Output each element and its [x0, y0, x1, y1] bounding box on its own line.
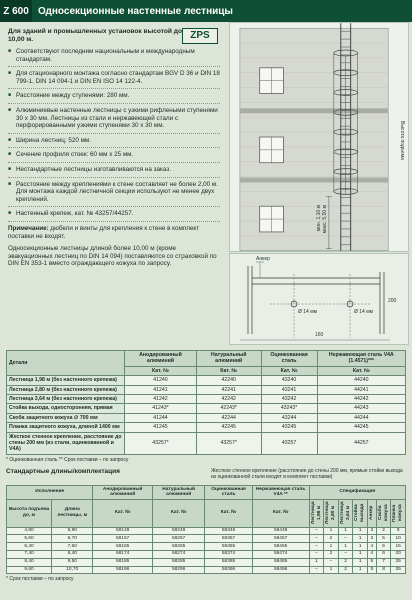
note-label: Примечание:	[8, 224, 49, 232]
cell: –	[309, 543, 324, 551]
row-name: Жесткое стенное крепление, расстояние до стены 200 мм (из стали, оцинкованной и V4A)	[7, 432, 125, 454]
cell: 43242	[261, 395, 317, 404]
table-row	[7, 395, 406, 404]
cell: 44242	[317, 395, 405, 404]
cell: 58248	[152, 527, 205, 535]
note-text: дюбели и винты для крепления к стене в комплект поставки не входят.	[8, 224, 200, 240]
cell: 58496	[252, 566, 309, 574]
cell: 5,90	[52, 527, 93, 535]
cell: 1	[324, 527, 339, 535]
cell: 41245	[125, 423, 197, 432]
cell: 58265	[152, 543, 205, 551]
cell: 5,60	[7, 535, 52, 543]
cell: 58348	[205, 527, 252, 535]
cell: 58296	[152, 566, 205, 574]
cell: –	[338, 535, 353, 543]
cell: –	[324, 558, 339, 566]
spec-col-header: Лестница 1,98 м	[309, 499, 324, 527]
cell: 58385	[205, 558, 252, 566]
cell: 2	[324, 535, 339, 543]
cell: 5	[376, 535, 391, 543]
cell: 42240	[196, 376, 261, 385]
catno-header: Кат. №	[93, 499, 152, 527]
cell: 15	[391, 543, 406, 551]
feature-item: ■ Расстояние между ступенями: 280 мм.	[8, 92, 220, 104]
col-header: Натуральный алюминий	[196, 351, 261, 367]
cell: 6,40	[7, 543, 52, 551]
cell: 58185	[93, 558, 152, 566]
cell: 41242	[125, 395, 197, 404]
cell: 7,60	[52, 543, 93, 551]
feature-list	[8, 48, 220, 222]
cell: 5	[367, 566, 376, 574]
spec-col-header: Лестница 2,80 м	[324, 499, 339, 527]
cell: 6,70	[52, 535, 93, 543]
lead-text: Для зданий и промышленных установок высотой до 10,00 м.	[8, 28, 183, 43]
cell: 3	[367, 527, 376, 535]
standard-footnote: * Срок поставки – по запросу	[6, 576, 74, 583]
cell: 44245	[317, 423, 405, 432]
cell: 58196	[93, 566, 152, 574]
catno-header: Кат. №	[252, 499, 309, 527]
cell: 58285	[152, 558, 205, 566]
extra-paragraph: Односекционные лестницы длиной более 10,00 м (кроме эвакуационных лестниц по DIN 14 094) поставляются со страховкой по DIN EN 353-1 вместо ограждающего кожуха по запросу.	[8, 245, 217, 268]
cell: 42241	[196, 385, 261, 394]
catno-header: Кат. №	[152, 499, 205, 527]
cell: 4,80	[7, 527, 52, 535]
cell: 42243*	[196, 404, 261, 413]
cell: 58257	[152, 535, 205, 543]
cell: 43245	[261, 423, 317, 432]
cell: 4	[367, 550, 376, 558]
cell: –	[309, 535, 324, 543]
cell: 43241	[261, 385, 317, 394]
row-name: Планка защитного кожуха, длиной 1400 мм	[7, 423, 125, 432]
material-header: Анодированный алюминий	[93, 486, 152, 500]
cell: 1	[324, 543, 339, 551]
cell: 2	[338, 566, 353, 574]
cell: 58165	[93, 543, 152, 551]
cell: 58448	[252, 527, 309, 535]
cell: 44240	[317, 376, 405, 385]
cell: 58148	[93, 527, 152, 535]
catno-header: Кат. №	[196, 366, 261, 375]
cell: 2	[324, 550, 339, 558]
cell: 44243	[317, 404, 405, 413]
cell: 2	[338, 558, 353, 566]
catno-header: Кат. №	[261, 366, 317, 375]
cell: –	[309, 566, 324, 574]
cell: 58374	[205, 550, 252, 558]
cell: 7	[376, 558, 391, 566]
cell: 44257	[317, 432, 405, 454]
feature-item: ■ Расстояние между креплениями к стене составляет не более 2,00 м. Для монтажа каждой лестничной секции используют не менее двух креплений.	[8, 181, 220, 208]
height-header: Высота подъема до, м	[7, 499, 52, 527]
height-dim: 200	[388, 298, 397, 304]
spec-header: Спецификация	[309, 486, 405, 500]
cell: 58465	[252, 543, 309, 551]
cell: 58457	[252, 535, 309, 543]
table-row	[7, 550, 406, 558]
table-row	[7, 423, 406, 432]
cell: 58396	[205, 566, 252, 574]
catalog-code: Z 600	[0, 0, 32, 22]
ladder-illustration	[229, 22, 409, 252]
spec-col-header: Анкер	[367, 499, 376, 527]
details-table	[6, 350, 406, 455]
cell: 58174	[93, 550, 152, 558]
cell: 9,60	[7, 566, 52, 574]
table-row	[7, 566, 406, 574]
cell: –	[338, 550, 353, 558]
cell: 43257*	[196, 432, 261, 454]
feature-item: ■ Сечение профиля стоек: 60 мм х 25 мм.	[8, 151, 220, 163]
cell: 2	[376, 527, 391, 535]
cell: 43257	[261, 432, 317, 454]
cell: 42242	[196, 395, 261, 404]
cell: 8,40	[52, 550, 93, 558]
cell: 58365	[205, 543, 252, 551]
row-name: Скоба защитного кожуха ∅ 700 мм	[7, 413, 125, 422]
material-header: Нержавеющая сталь V4A **	[252, 486, 309, 500]
spacing-dim: 160	[315, 332, 324, 338]
cell: 41244	[125, 413, 197, 422]
ladder-dim-label: макс. 5,50 м	[322, 205, 328, 234]
standard-table	[6, 485, 406, 574]
cell: 3	[367, 535, 376, 543]
cell: 58157	[93, 535, 152, 543]
cell: 1	[353, 527, 368, 535]
hole-dim-1: Ø 14 мм	[298, 309, 318, 315]
cell: 58357	[205, 535, 252, 543]
cell: 4	[367, 543, 376, 551]
page-title: Односекционные настенные лестницы	[38, 5, 233, 17]
feature-item: ■ Соответствуют последним национальным и международным стандартам.	[8, 48, 220, 67]
table-row	[7, 558, 406, 566]
table-row	[7, 413, 406, 422]
catno-header: Кат. №	[125, 366, 197, 375]
cell: 10	[391, 535, 406, 543]
cell: 44241	[317, 385, 405, 394]
standard-title: Стандартные длины/комплектация	[6, 468, 120, 475]
cell: 5	[367, 558, 376, 566]
table-row	[7, 527, 406, 535]
table-row	[7, 385, 406, 394]
table-row	[7, 404, 406, 413]
standard-side-note: Жесткое стенное крепление (расстояние до стены 200 мм, прямые стойки выхода из оцинкованной стали входят в комплект поставки)	[211, 468, 403, 480]
cell: 8	[376, 566, 391, 574]
description-column	[0, 22, 226, 347]
cell: 6	[376, 550, 391, 558]
catno-header: Кат. №	[317, 366, 405, 375]
cell: 41240	[125, 376, 197, 385]
page-header	[0, 0, 412, 22]
table-row	[7, 432, 406, 454]
cell: –	[309, 527, 324, 535]
material-header: Натуральный алюминий	[152, 486, 205, 500]
cell: 42245	[196, 423, 261, 432]
anchor-drawing	[229, 253, 409, 345]
cell: 1	[338, 527, 353, 535]
spec-col-header: Планка кожуха	[391, 499, 406, 527]
details-table-block	[6, 350, 406, 463]
col-header: Оцинкованная сталь	[261, 351, 317, 367]
cell: 1	[353, 543, 368, 551]
catno-header: Кат. №	[205, 499, 252, 527]
ladder-dim-label-min: мин. 1,10 м	[316, 205, 322, 232]
spec-col-header: Лестница 3,64 м	[338, 499, 353, 527]
climb-height-label: Высота подъема	[399, 121, 405, 160]
cell: 1	[353, 535, 368, 543]
feature-item: ■ Нестандартные лестницы изготавливаются на заказ.	[8, 166, 220, 178]
cell: 1	[309, 558, 324, 566]
cell: 7,40	[7, 550, 52, 558]
feature-item: ■ Алюминиевые настенные лестницы с узкими рифлеными ступенями 30 х 30 мм. Лестницы из стали и нержавеющей стали с перфорированными узкими ступенями 30 х 30 мм.	[8, 107, 220, 134]
cell: 20	[391, 550, 406, 558]
col-header: Нержавеющая сталь V4A (1.4571)***	[317, 351, 405, 367]
hole-dim-2: Ø 14 мм	[354, 309, 374, 315]
cell: –	[309, 550, 324, 558]
cell: 25	[391, 566, 406, 574]
details-footnote: * Оцинкованная сталь ** Срок поставки – по запросу	[6, 456, 129, 463]
cell: 5	[376, 543, 391, 551]
cell: 41243*	[125, 404, 197, 413]
cell: 1	[353, 558, 368, 566]
cell: 42244	[196, 413, 261, 422]
note	[8, 225, 220, 240]
cell: 58274	[152, 550, 205, 558]
material-header: Оцинкованная сталь	[205, 486, 252, 500]
feature-item: ■ Настенный крепеж, кат. № 43257/44257.	[8, 210, 220, 222]
feature-item: ■ Для стационарного монтажа согласно стандартам BGV D 36 и DIN 18 799-1, DIN 14 094-1 и DIN EN ISO 14 122-4.	[8, 70, 220, 89]
cell: 43244	[261, 413, 317, 422]
cell: 1	[324, 566, 339, 574]
cell: 25	[391, 558, 406, 566]
row-name: Лестница 2,80 м (без настенного крепежа)	[7, 385, 125, 394]
standard-lengths-block	[6, 468, 406, 582]
variant-header: Исполнение	[7, 486, 93, 500]
cell: 44244	[317, 413, 405, 422]
details-header: Детали	[7, 351, 125, 376]
cell: 58474	[252, 550, 309, 558]
cell: 43257*	[125, 432, 197, 454]
feature-item: ■ Ширина лестниц: 520 мм.	[8, 137, 220, 149]
cell: 8,40	[7, 558, 52, 566]
row-name: Лестница 3,64 м (без настенного крепежа)	[7, 395, 125, 404]
cell: 58485	[252, 558, 309, 566]
table-row	[7, 376, 406, 385]
cell: 43240	[261, 376, 317, 385]
cell: 1	[353, 566, 368, 574]
anchor-label: Анкер	[256, 256, 270, 262]
cell: 10,70	[52, 566, 93, 574]
cell: 41241	[125, 385, 197, 394]
cell: 1	[353, 550, 368, 558]
row-name: Лестница 1,98 м (без настенного крепежа)	[7, 376, 125, 385]
col-header: Анодированный алюминий	[125, 351, 197, 367]
table-row	[7, 535, 406, 543]
table-row	[7, 543, 406, 551]
length-header: Длина лестницы, м	[52, 499, 93, 527]
spec-col-header: Скоба кожуха	[376, 499, 391, 527]
cell: 1	[338, 543, 353, 551]
cell: 43243*	[261, 404, 317, 413]
zps-badge: ZPS	[182, 28, 218, 44]
cell: 8	[391, 527, 406, 535]
row-name: Стойка выхода, односторонняя, прямая	[7, 404, 125, 413]
cell: 9,50	[52, 558, 93, 566]
spec-col-header: Стойка выхода	[353, 499, 368, 527]
